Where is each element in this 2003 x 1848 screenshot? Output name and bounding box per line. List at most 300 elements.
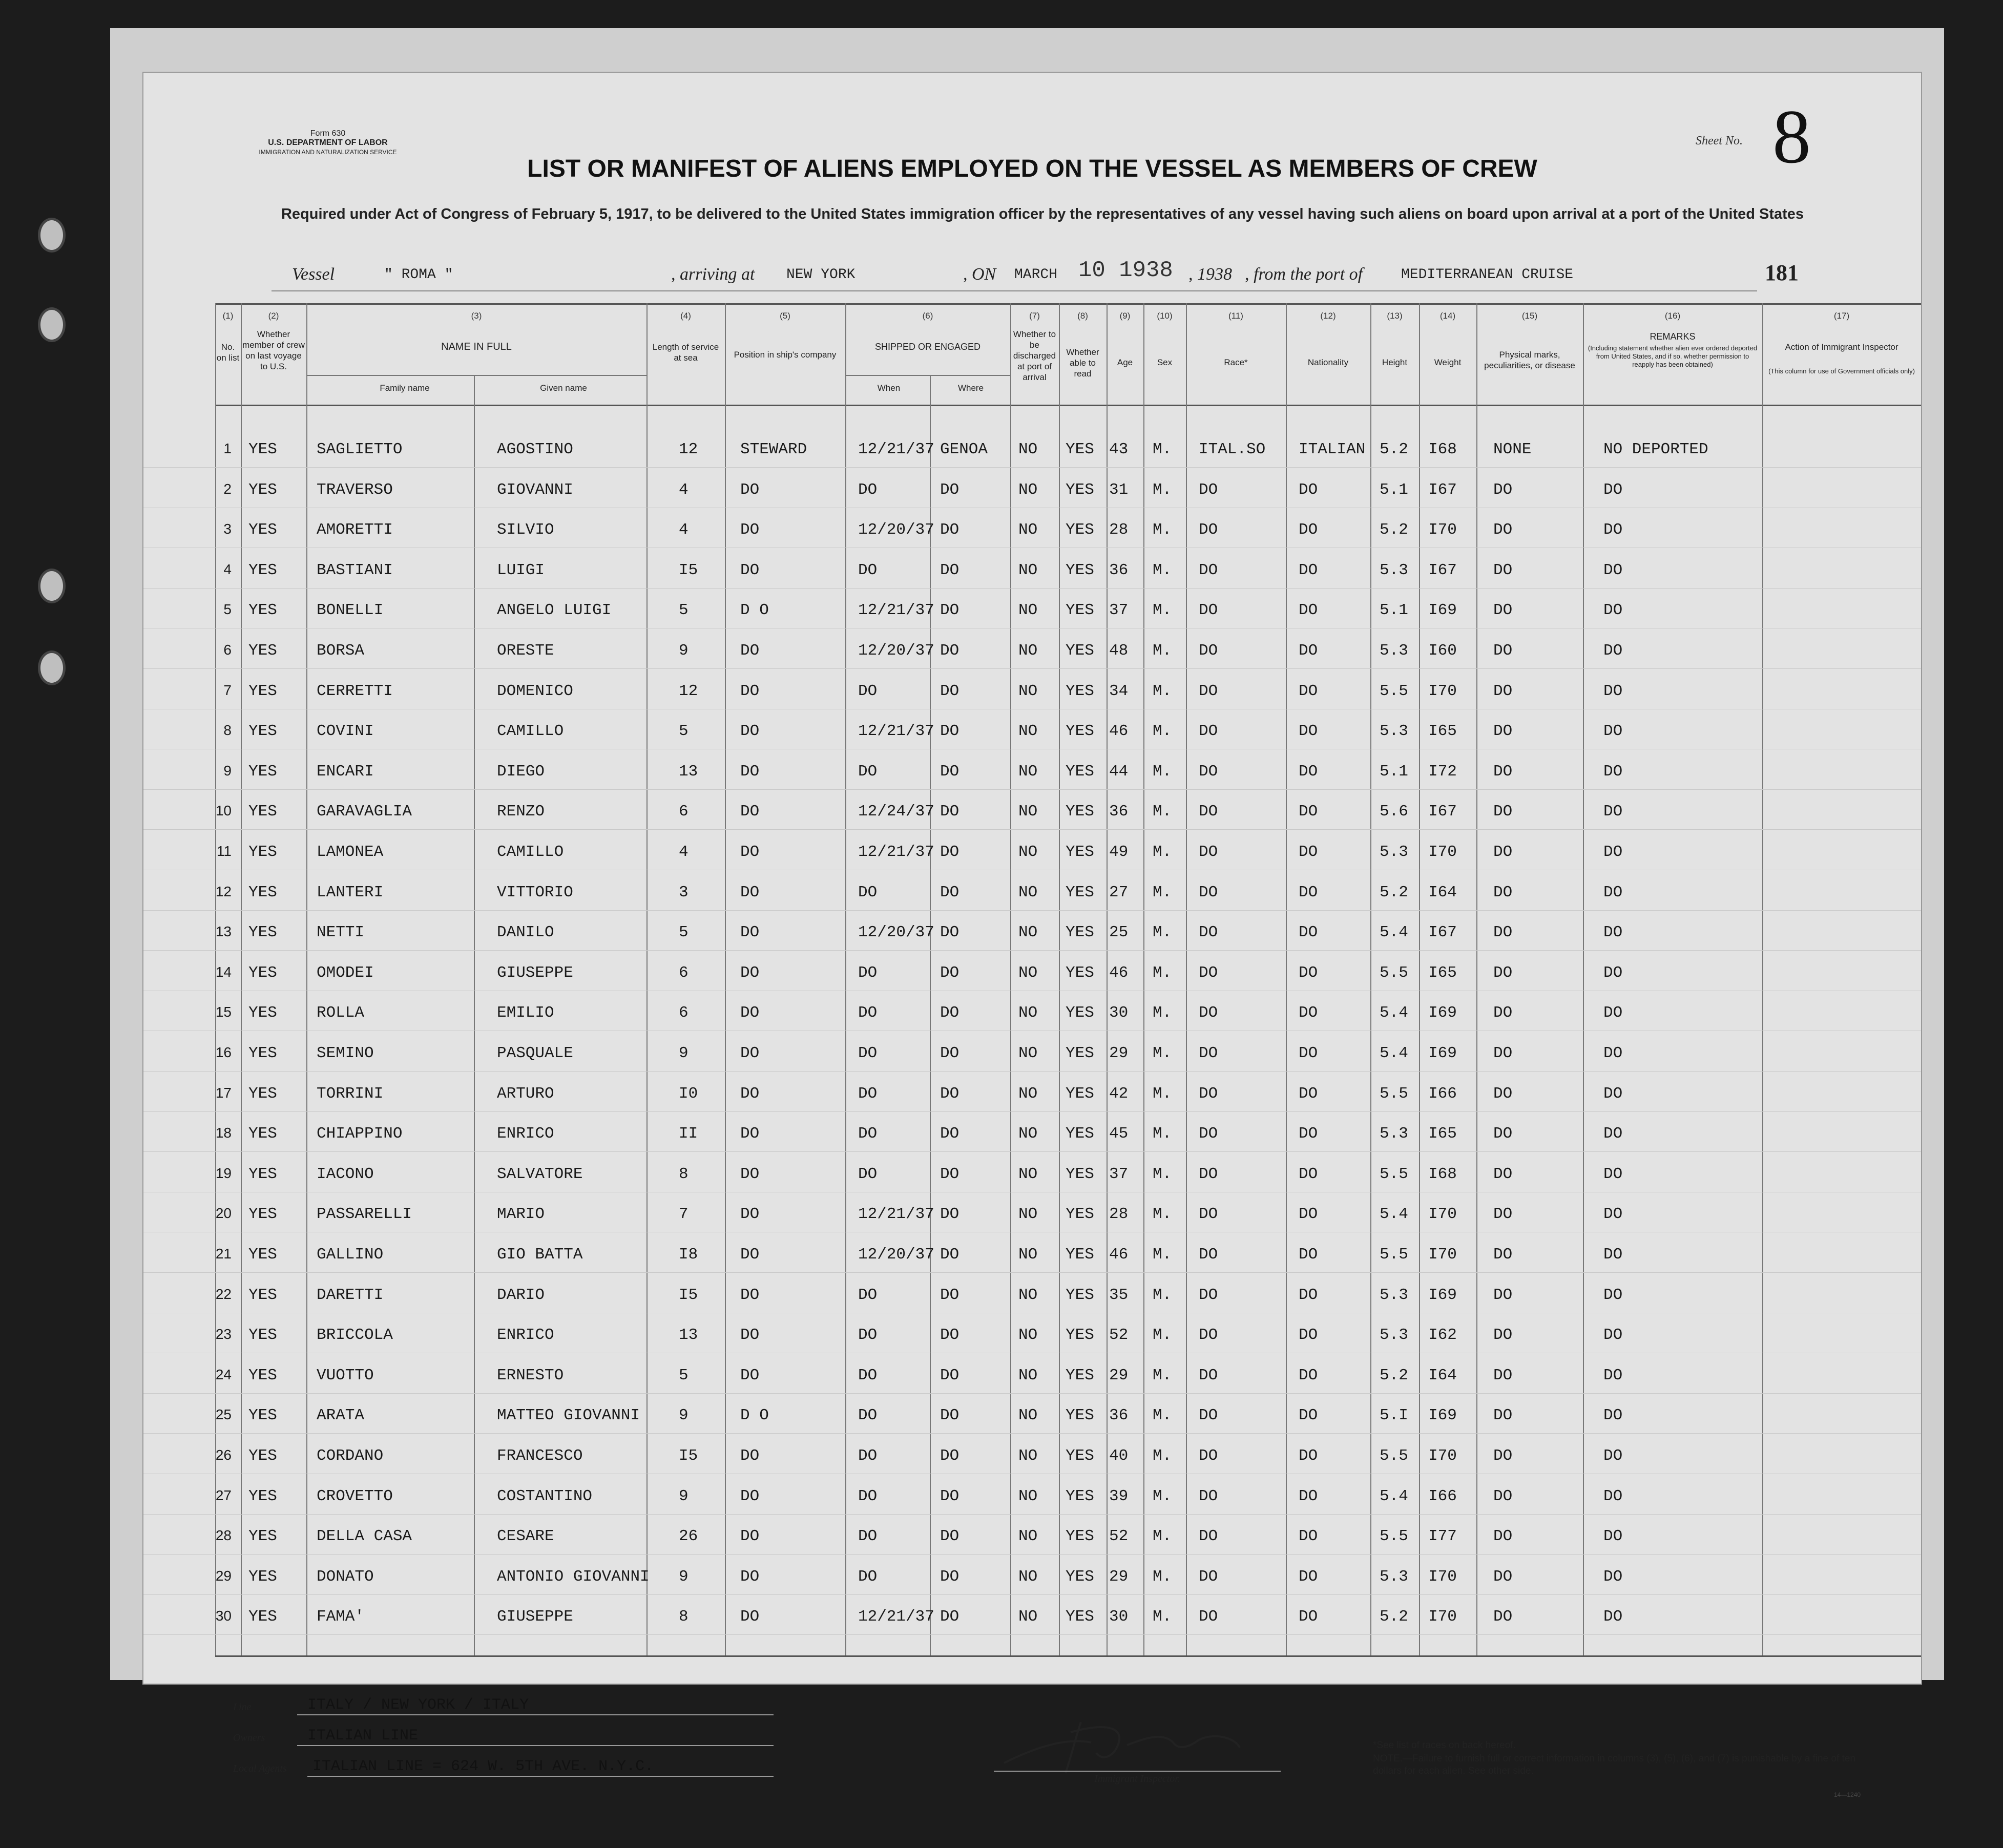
- discharge-flag-cell: NO: [1018, 1004, 1038, 1022]
- shipped-where-cell: DO: [940, 762, 959, 781]
- col-header-service: Length of service at sea: [652, 342, 719, 363]
- table-row: [143, 1116, 1921, 1156]
- weight-cell: I64: [1428, 883, 1457, 901]
- race-cell: DO: [1199, 1165, 1218, 1183]
- height-cell: 5.4: [1380, 1044, 1408, 1062]
- row-rule: [143, 1151, 1921, 1152]
- service-length-cell: 5: [679, 923, 688, 942]
- service-length-cell: I8: [679, 1246, 698, 1264]
- physical-marks-cell: DO: [1493, 642, 1513, 660]
- remarks-cell: DO: [1603, 923, 1623, 942]
- arrival-month: MARCH: [1014, 267, 1058, 283]
- height-cell: 5.3: [1380, 722, 1408, 741]
- col-num-4: (4): [680, 311, 691, 321]
- weight-cell: I66: [1428, 1084, 1457, 1103]
- table-top-border: [215, 303, 1921, 305]
- remarks-cell: DO: [1603, 480, 1623, 499]
- position-cell: DO: [740, 521, 760, 539]
- race-cell: DO: [1199, 1326, 1218, 1345]
- row-rule: [143, 1071, 1921, 1072]
- sex-cell: M.: [1153, 682, 1172, 700]
- nationality-cell: DO: [1299, 1286, 1318, 1304]
- shipped-where-cell: DO: [940, 1366, 959, 1384]
- table-row: [143, 512, 1921, 552]
- col-header-read: Whether able to read: [1066, 347, 1099, 379]
- crew-flag-cell: YES: [248, 1084, 277, 1103]
- table-row: [143, 1236, 1921, 1276]
- position-cell: DO: [740, 1125, 760, 1143]
- col-num-9: (9): [1119, 311, 1131, 321]
- read-flag-cell: YES: [1066, 923, 1094, 942]
- service-length-cell: 4: [679, 480, 688, 499]
- height-cell: 5.3: [1380, 1125, 1408, 1143]
- row-no-cell: 11: [216, 843, 232, 859]
- row-no-cell: 27: [215, 1487, 232, 1503]
- read-flag-cell: YES: [1066, 1246, 1094, 1264]
- crew-flag-cell: YES: [248, 923, 277, 942]
- agents-value: ITALIAN LINE = 624 W. 5TH AVE. N.Y.C.: [312, 1758, 654, 1775]
- crew-flag-cell: YES: [248, 843, 277, 861]
- nationality-cell: DO: [1299, 1487, 1318, 1505]
- position-cell: DO: [740, 1608, 760, 1626]
- shipped-when-cell: 12/21/37: [858, 1608, 934, 1626]
- row-no-cell: 9: [223, 762, 232, 779]
- discharge-flag-cell: NO: [1018, 1165, 1038, 1183]
- owners-value: ITALIAN LINE: [307, 1727, 419, 1745]
- row-no-cell: 13: [215, 923, 232, 940]
- age-cell: 37: [1109, 601, 1129, 620]
- col-header-weight: Weight: [1434, 358, 1462, 367]
- shipped-when-cell: 12/21/37: [858, 1205, 934, 1224]
- row-no-cell: 2: [223, 480, 232, 497]
- crew-flag-cell: YES: [248, 1044, 277, 1062]
- position-cell: STEWARD: [740, 440, 807, 458]
- row-no-cell: 6: [223, 642, 232, 658]
- race-cell: DO: [1199, 561, 1218, 579]
- nationality-cell: DO: [1299, 601, 1318, 620]
- family-name-cell: TRAVERSO: [317, 480, 393, 499]
- nationality-cell: DO: [1299, 803, 1318, 821]
- physical-marks-cell: DO: [1493, 1246, 1513, 1264]
- height-cell: 5.2: [1380, 883, 1408, 901]
- discharge-flag-cell: NO: [1018, 642, 1038, 660]
- read-flag-cell: YES: [1066, 561, 1094, 579]
- position-cell: D O: [740, 1406, 769, 1425]
- shipped-when-cell: 12/21/37: [858, 601, 934, 620]
- race-cell: DO: [1199, 803, 1218, 821]
- sex-cell: M.: [1153, 1286, 1172, 1304]
- height-cell: 5.5: [1380, 1527, 1408, 1546]
- col-header-marks: Physical marks, peculiarities, or disease: [1484, 350, 1575, 370]
- shipped-where-cell: DO: [940, 561, 959, 579]
- position-cell: DO: [740, 1044, 760, 1062]
- col-subheader-family: Family name: [380, 383, 430, 393]
- remarks-cell: DO: [1603, 1286, 1623, 1304]
- shipped-where-cell: DO: [940, 480, 959, 499]
- read-flag-cell: YES: [1066, 803, 1094, 821]
- table-row: [143, 1076, 1921, 1116]
- service-length-cell: 6: [679, 963, 688, 982]
- table-row: [143, 1277, 1921, 1317]
- race-cell: DO: [1199, 682, 1218, 700]
- shipped-when-cell: DO: [858, 1125, 878, 1143]
- position-cell: DO: [740, 561, 760, 579]
- discharge-flag-cell: NO: [1018, 1246, 1038, 1264]
- row-rule: [143, 950, 1921, 951]
- age-cell: 49: [1109, 843, 1129, 861]
- col-num-17: (17): [1833, 311, 1850, 321]
- height-cell: 5.3: [1380, 642, 1408, 660]
- col-header-action: Action of Immigrant Inspector: [1785, 342, 1898, 352]
- physical-marks-cell: DO: [1493, 803, 1513, 821]
- read-flag-cell: YES: [1066, 1527, 1094, 1546]
- table-row: [143, 955, 1921, 995]
- shipped-where-cell: DO: [940, 923, 959, 942]
- read-flag-cell: YES: [1066, 843, 1094, 861]
- table-row: [143, 834, 1921, 874]
- height-cell: 5.6: [1380, 803, 1408, 821]
- read-flag-cell: YES: [1066, 1044, 1094, 1062]
- position-cell: DO: [740, 1527, 760, 1546]
- discharge-flag-cell: NO: [1018, 1487, 1038, 1505]
- read-flag-cell: YES: [1066, 480, 1094, 499]
- service-length-cell: I5: [679, 1286, 698, 1304]
- row-no-cell: 26: [215, 1447, 232, 1463]
- page-subtitle: Required under Act of Congress of February 5, 1917, to be delivered to the United States immigration officer by the representatives of any vessel having such aliens on board upon arrival at a port of the United States: [281, 206, 1804, 222]
- discharge-flag-cell: NO: [1018, 1447, 1038, 1465]
- physical-marks-cell: NONE: [1493, 440, 1532, 458]
- height-cell: 5.1: [1380, 601, 1408, 620]
- col-num-1: (1): [222, 311, 234, 321]
- discharge-flag-cell: NO: [1018, 762, 1038, 781]
- service-length-cell: 7: [679, 1205, 688, 1224]
- shipped-where-cell: DO: [940, 1608, 959, 1626]
- col-header-remarks: REMARKS: [1650, 331, 1696, 342]
- remarks-cell: DO: [1603, 1165, 1623, 1183]
- age-cell: 34: [1109, 682, 1129, 700]
- row-no-cell: 14: [215, 963, 232, 980]
- table-row: [143, 673, 1921, 713]
- read-flag-cell: YES: [1066, 1487, 1094, 1505]
- table-bottom-border: [215, 1655, 1921, 1657]
- weight-cell: I60: [1428, 642, 1457, 660]
- weight-cell: I66: [1428, 1487, 1457, 1505]
- given-name-cell: SILVIO: [497, 521, 554, 539]
- height-cell: 5.4: [1380, 1004, 1408, 1022]
- arriving-port: NEW YORK: [786, 267, 856, 283]
- remarks-cell: DO: [1603, 843, 1623, 861]
- family-name-cell: ARATA: [317, 1406, 365, 1425]
- given-name-cell: ENRICO: [497, 1125, 554, 1143]
- position-cell: DO: [740, 803, 760, 821]
- position-cell: DO: [740, 1205, 760, 1224]
- nationality-cell: DO: [1299, 1447, 1318, 1465]
- row-no-cell: 29: [215, 1567, 232, 1584]
- position-cell: DO: [740, 1286, 760, 1304]
- family-name-cell: DONATO: [317, 1567, 374, 1586]
- sex-cell: M.: [1153, 803, 1172, 821]
- read-flag-cell: YES: [1066, 1205, 1094, 1224]
- crew-flag-cell: YES: [248, 722, 277, 741]
- row-rule: [143, 1514, 1921, 1515]
- shipped-where-cell: DO: [940, 1205, 959, 1224]
- race-cell: DO: [1199, 722, 1218, 741]
- physical-marks-cell: DO: [1493, 561, 1513, 579]
- read-flag-cell: YES: [1066, 682, 1094, 700]
- nationality-cell: DO: [1299, 1205, 1318, 1224]
- weight-cell: I70: [1428, 843, 1457, 861]
- shipped-where-cell: DO: [940, 1246, 959, 1264]
- shipped-when-cell: DO: [858, 762, 878, 781]
- position-cell: DO: [740, 963, 760, 982]
- shipped-when-cell: DO: [858, 480, 878, 499]
- race-cell: ITAL.SO: [1199, 440, 1266, 458]
- discharge-flag-cell: NO: [1018, 1567, 1038, 1586]
- read-flag-cell: YES: [1066, 642, 1094, 660]
- shipped-where-cell: DO: [940, 1447, 959, 1465]
- service-length-cell: 4: [679, 521, 688, 539]
- family-name-cell: FAMA': [317, 1608, 365, 1626]
- given-name-cell: GIO BATTA: [497, 1246, 583, 1264]
- row-no-cell: 22: [215, 1286, 232, 1302]
- nationality-cell: ITALIAN: [1299, 440, 1366, 458]
- row-rule: [143, 467, 1921, 468]
- shipped-where-cell: DO: [940, 682, 959, 700]
- agents-underline: [307, 1776, 774, 1777]
- given-name-cell: RENZO: [497, 803, 545, 821]
- table-row: [143, 874, 1921, 914]
- family-name-cell: LAMONEA: [317, 843, 384, 861]
- weight-cell: I62: [1428, 1326, 1457, 1345]
- race-cell: DO: [1199, 762, 1218, 781]
- height-cell: 5.3: [1380, 843, 1408, 861]
- weight-cell: I70: [1428, 1246, 1457, 1264]
- given-name-cell: CAMILLO: [497, 843, 564, 861]
- shipped-when-cell: DO: [858, 1004, 878, 1022]
- form-header: [243, 129, 412, 157]
- position-cell: DO: [740, 923, 760, 942]
- age-cell: 27: [1109, 883, 1129, 901]
- remarks-cell: NO DEPORTED: [1603, 440, 1708, 458]
- race-cell: DO: [1199, 601, 1218, 620]
- weight-cell: I67: [1428, 561, 1457, 579]
- weight-cell: I70: [1428, 521, 1457, 539]
- remarks-cell: DO: [1603, 1205, 1623, 1224]
- read-flag-cell: YES: [1066, 440, 1094, 458]
- shipped-where-cell: DO: [940, 1004, 959, 1022]
- crew-flag-cell: YES: [248, 440, 277, 458]
- department-name: U.S. DEPARTMENT OF LABOR: [268, 138, 388, 147]
- race-cell: DO: [1199, 1366, 1218, 1384]
- discharge-flag-cell: NO: [1018, 682, 1038, 700]
- shipped-subheader-line: [845, 375, 1010, 376]
- discharge-flag-cell: NO: [1018, 1125, 1038, 1143]
- weight-cell: I70: [1428, 1567, 1457, 1586]
- crew-flag-cell: YES: [248, 1125, 277, 1143]
- service-length-cell: I0: [679, 1084, 698, 1103]
- shipped-when-cell: DO: [858, 1406, 878, 1425]
- col-subheader-where: Where: [957, 383, 984, 393]
- race-cell: DO: [1199, 923, 1218, 942]
- row-rule: [143, 588, 1921, 589]
- given-name-cell: MARIO: [497, 1205, 545, 1224]
- col-num-7: (7): [1029, 311, 1040, 321]
- family-name-cell: CHIAPPINO: [317, 1125, 403, 1143]
- shipped-when-cell: DO: [858, 1487, 878, 1505]
- col-num-3: (3): [471, 311, 482, 321]
- discharge-flag-cell: NO: [1018, 722, 1038, 741]
- nationality-cell: DO: [1299, 642, 1318, 660]
- row-rule: [143, 1433, 1921, 1434]
- nationality-cell: DO: [1299, 883, 1318, 901]
- given-name-cell: GIUSEPPE: [497, 1608, 573, 1626]
- nationality-cell: DO: [1299, 1326, 1318, 1345]
- row-no-cell: 3: [223, 521, 232, 537]
- weight-cell: I69: [1428, 1406, 1457, 1425]
- row-rule: [143, 1272, 1921, 1273]
- remarks-cell: DO: [1603, 601, 1623, 620]
- shipped-where-cell: DO: [940, 642, 959, 660]
- height-cell: 5.4: [1380, 923, 1408, 942]
- position-cell: DO: [740, 1487, 760, 1505]
- sex-cell: M.: [1153, 923, 1172, 942]
- weight-cell: I67: [1428, 803, 1457, 821]
- read-flag-cell: YES: [1066, 1165, 1094, 1183]
- shipped-when-cell: 12/20/37: [858, 923, 934, 942]
- family-name-cell: SAGLIETTO: [317, 440, 403, 458]
- crew-flag-cell: YES: [248, 1487, 277, 1505]
- discharge-flag-cell: NO: [1018, 1366, 1038, 1384]
- nationality-cell: DO: [1299, 1125, 1318, 1143]
- service-length-cell: 6: [679, 803, 688, 821]
- given-name-cell: DOMENICO: [497, 682, 573, 700]
- sex-cell: M.: [1153, 1487, 1172, 1505]
- physical-marks-cell: DO: [1493, 1125, 1513, 1143]
- sex-cell: M.: [1153, 762, 1172, 781]
- race-cell: DO: [1199, 1567, 1218, 1586]
- discharge-flag-cell: NO: [1018, 601, 1038, 620]
- height-cell: 5.1: [1380, 480, 1408, 499]
- age-cell: 30: [1109, 1608, 1129, 1626]
- row-no-cell: 21: [215, 1246, 232, 1262]
- nationality-cell: DO: [1299, 1567, 1318, 1586]
- table-row: [143, 1397, 1921, 1437]
- col-num-10: (10): [1157, 311, 1173, 321]
- sex-cell: M.: [1153, 480, 1172, 499]
- shipped-where-cell: DO: [940, 1286, 959, 1304]
- shipped-when-cell: 12/21/37: [858, 440, 934, 458]
- height-cell: 5.4: [1380, 1487, 1408, 1505]
- table-row: [143, 472, 1921, 512]
- nationality-cell: DO: [1299, 1608, 1318, 1626]
- crew-flag-cell: YES: [248, 480, 277, 499]
- position-cell: DO: [740, 642, 760, 660]
- age-cell: 30: [1109, 1004, 1129, 1022]
- discharge-flag-cell: NO: [1018, 1286, 1038, 1304]
- remarks-cell: DO: [1603, 1487, 1623, 1505]
- remarks-cell: DO: [1603, 762, 1623, 781]
- inspector-line: [994, 1771, 1281, 1772]
- shipped-when-cell: 12/21/37: [858, 722, 934, 741]
- position-cell: DO: [740, 1447, 760, 1465]
- height-cell: 5.3: [1380, 561, 1408, 579]
- race-cell: DO: [1199, 480, 1218, 499]
- age-cell: 36: [1109, 561, 1129, 579]
- sex-cell: M.: [1153, 1165, 1172, 1183]
- col-header-height: Height: [1382, 358, 1408, 367]
- row-no-cell: 30: [215, 1608, 232, 1624]
- owners-underline: [297, 1745, 774, 1746]
- family-name-cell: OMODEI: [317, 963, 374, 982]
- remarks-cell: DO: [1603, 682, 1623, 700]
- remarks-cell: DO: [1603, 1447, 1623, 1465]
- punch-hole: [38, 650, 66, 685]
- physical-marks-cell: DO: [1493, 1567, 1513, 1586]
- family-name-cell: NETTI: [317, 923, 365, 942]
- position-cell: DO: [740, 1567, 760, 1586]
- sex-cell: M.: [1153, 521, 1172, 539]
- row-no-cell: 4: [223, 561, 232, 577]
- row-no-cell: 24: [215, 1366, 232, 1382]
- discharge-flag-cell: NO: [1018, 1205, 1038, 1224]
- col-header-name: NAME IN FULL: [441, 341, 512, 352]
- weight-cell: I65: [1428, 963, 1457, 982]
- race-cell: DO: [1199, 1487, 1218, 1505]
- physical-marks-cell: DO: [1493, 521, 1513, 539]
- sex-cell: M.: [1153, 1205, 1172, 1224]
- page-number: 181: [1765, 260, 1799, 285]
- sex-cell: M.: [1153, 1125, 1172, 1143]
- crew-flag-cell: YES: [248, 1004, 277, 1022]
- nationality-cell: DO: [1299, 1366, 1318, 1384]
- table-row: [143, 793, 1921, 833]
- discharge-flag-cell: NO: [1018, 1084, 1038, 1103]
- discharge-flag-cell: NO: [1018, 963, 1038, 982]
- age-cell: 29: [1109, 1366, 1129, 1384]
- nationality-cell: DO: [1299, 923, 1318, 942]
- table-row: [143, 1317, 1921, 1357]
- sex-cell: M.: [1153, 1326, 1172, 1345]
- age-cell: 42: [1109, 1084, 1129, 1103]
- service-length-cell: 4: [679, 843, 688, 861]
- crew-flag-cell: YES: [248, 883, 277, 901]
- family-name-cell: DELLA CASA: [317, 1527, 412, 1546]
- shipped-when-cell: DO: [858, 1084, 878, 1103]
- shipped-where-cell: DO: [940, 843, 959, 861]
- position-cell: DO: [740, 762, 760, 781]
- service-length-cell: 12: [679, 440, 698, 458]
- weight-cell: I77: [1428, 1527, 1457, 1546]
- height-cell: 5.4: [1380, 1205, 1408, 1224]
- race-cell: DO: [1199, 883, 1218, 901]
- sex-cell: M.: [1153, 1044, 1172, 1062]
- read-flag-cell: YES: [1066, 1366, 1094, 1384]
- shipped-when-cell: DO: [858, 1447, 878, 1465]
- service-length-cell: I5: [679, 561, 698, 579]
- shipped-when-cell: DO: [858, 1044, 878, 1062]
- table-row: [143, 1518, 1921, 1558]
- family-name-cell: ENCARI: [317, 762, 374, 781]
- age-cell: 52: [1109, 1527, 1129, 1546]
- shipped-when-cell: DO: [858, 1286, 878, 1304]
- remarks-cell: DO: [1603, 963, 1623, 982]
- service-length-cell: 6: [679, 1004, 688, 1022]
- physical-marks-cell: DO: [1493, 1004, 1513, 1022]
- sex-cell: M.: [1153, 1567, 1172, 1586]
- weight-cell: I69: [1428, 1004, 1457, 1022]
- race-cell: DO: [1199, 1125, 1218, 1143]
- service-length-cell: 9: [679, 1487, 688, 1505]
